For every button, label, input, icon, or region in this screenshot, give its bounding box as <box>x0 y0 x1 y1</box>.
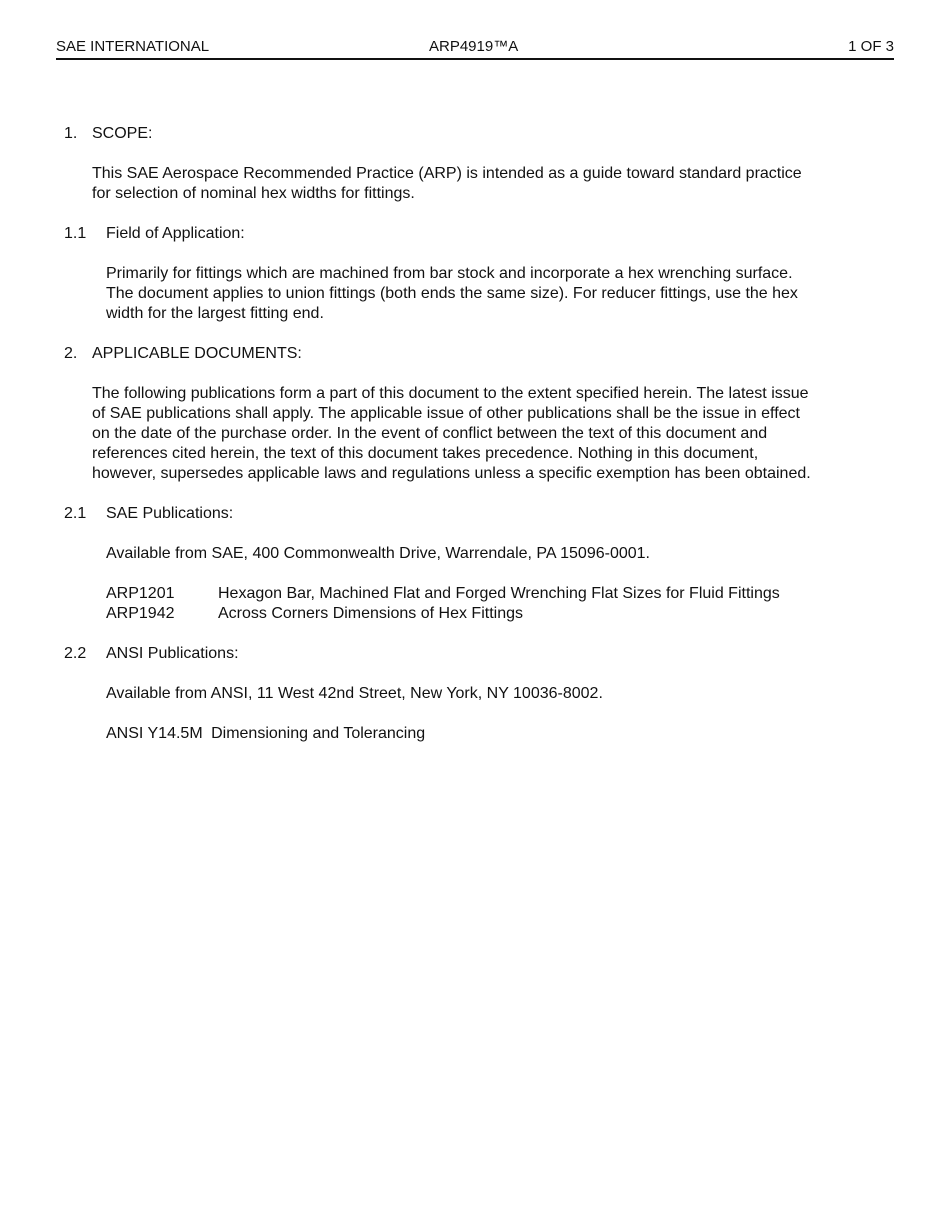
reference-title: Across Corners Dimensions of Hex Fittings <box>218 605 523 622</box>
paragraph-line: This SAE Aerospace Recommended Practice (ARP) is intended as a guide toward standard practice <box>92 165 802 182</box>
section-number: 2. <box>64 345 78 362</box>
field-paragraph <box>64 264 894 324</box>
section-number: 1. <box>64 125 78 142</box>
header-org: SAE INTERNATIONAL <box>56 38 210 55</box>
section-title: Field of Application: <box>106 225 245 242</box>
section-heading-scope <box>64 124 894 144</box>
page-header <box>56 38 894 60</box>
reference-row <box>64 584 894 604</box>
paragraph-line: for selection of nominal hex widths for fittings. <box>92 185 415 202</box>
reference-row <box>64 604 894 624</box>
section-title: APPLICABLE DOCUMENTS: <box>92 345 302 362</box>
section-title: SCOPE: <box>92 125 153 142</box>
section-title: ANSI Publications: <box>106 645 239 662</box>
paragraph-line: width for the largest fitting end. <box>106 305 324 322</box>
paragraph-line: Primarily for fittings which are machined from bar stock and incorporate a hex wrenching surface. <box>106 265 793 282</box>
header-doc-id: ARP4919™A <box>429 38 519 55</box>
applicable-paragraph <box>64 384 894 484</box>
ansi-availability: Available from ANSI, 11 West 42nd Street, New York, NY 10036-8002. <box>106 685 603 702</box>
reference-title: Dimensioning and Tolerancing <box>211 725 426 742</box>
section-heading-sae-publications <box>64 504 894 524</box>
paragraph-line: The document applies to union fittings (both ends the same size). For reducer fittings, use the hex <box>106 285 798 302</box>
paragraph-line: references cited herein, the text of this document takes precedence. Nothing in this document, <box>92 445 759 462</box>
reference-code: ARP1942 <box>106 605 175 622</box>
document-body <box>64 124 894 744</box>
section-number: 2.1 <box>64 505 87 522</box>
section-title: SAE Publications: <box>106 505 234 522</box>
paragraph-line: on the date of the purchase order. In the event of conflict between the text of this document and <box>92 425 768 442</box>
section-heading-ansi-publications <box>64 644 894 664</box>
reference-title: Hexagon Bar, Machined Flat and Forged Wrenching Flat Sizes for Fluid Fittings <box>218 585 780 602</box>
paragraph-line: The following publications form a part of this document to the extent specified herein. The latest issue <box>92 385 809 402</box>
header-page-number: 1 OF 3 <box>848 38 894 55</box>
reference-row <box>64 724 894 744</box>
reference-code: ANSI Y14.5M <box>106 725 203 742</box>
reference-code: ARP1201 <box>106 585 175 602</box>
paragraph-line: of SAE publications shall apply. The applicable issue of other publications shall be the issue in effect <box>92 405 800 422</box>
scope-paragraph <box>64 164 894 204</box>
section-heading-applicable <box>64 344 894 364</box>
sae-availability: Available from SAE, 400 Commonwealth Drive, Warrendale, PA 15096-0001. <box>106 545 650 562</box>
section-number: 2.2 <box>64 645 87 662</box>
paragraph-line: however, supersedes applicable laws and regulations unless a specific exemption has been obtained. <box>92 465 811 482</box>
section-number: 1.1 <box>64 225 87 242</box>
section-heading-field <box>64 224 894 244</box>
